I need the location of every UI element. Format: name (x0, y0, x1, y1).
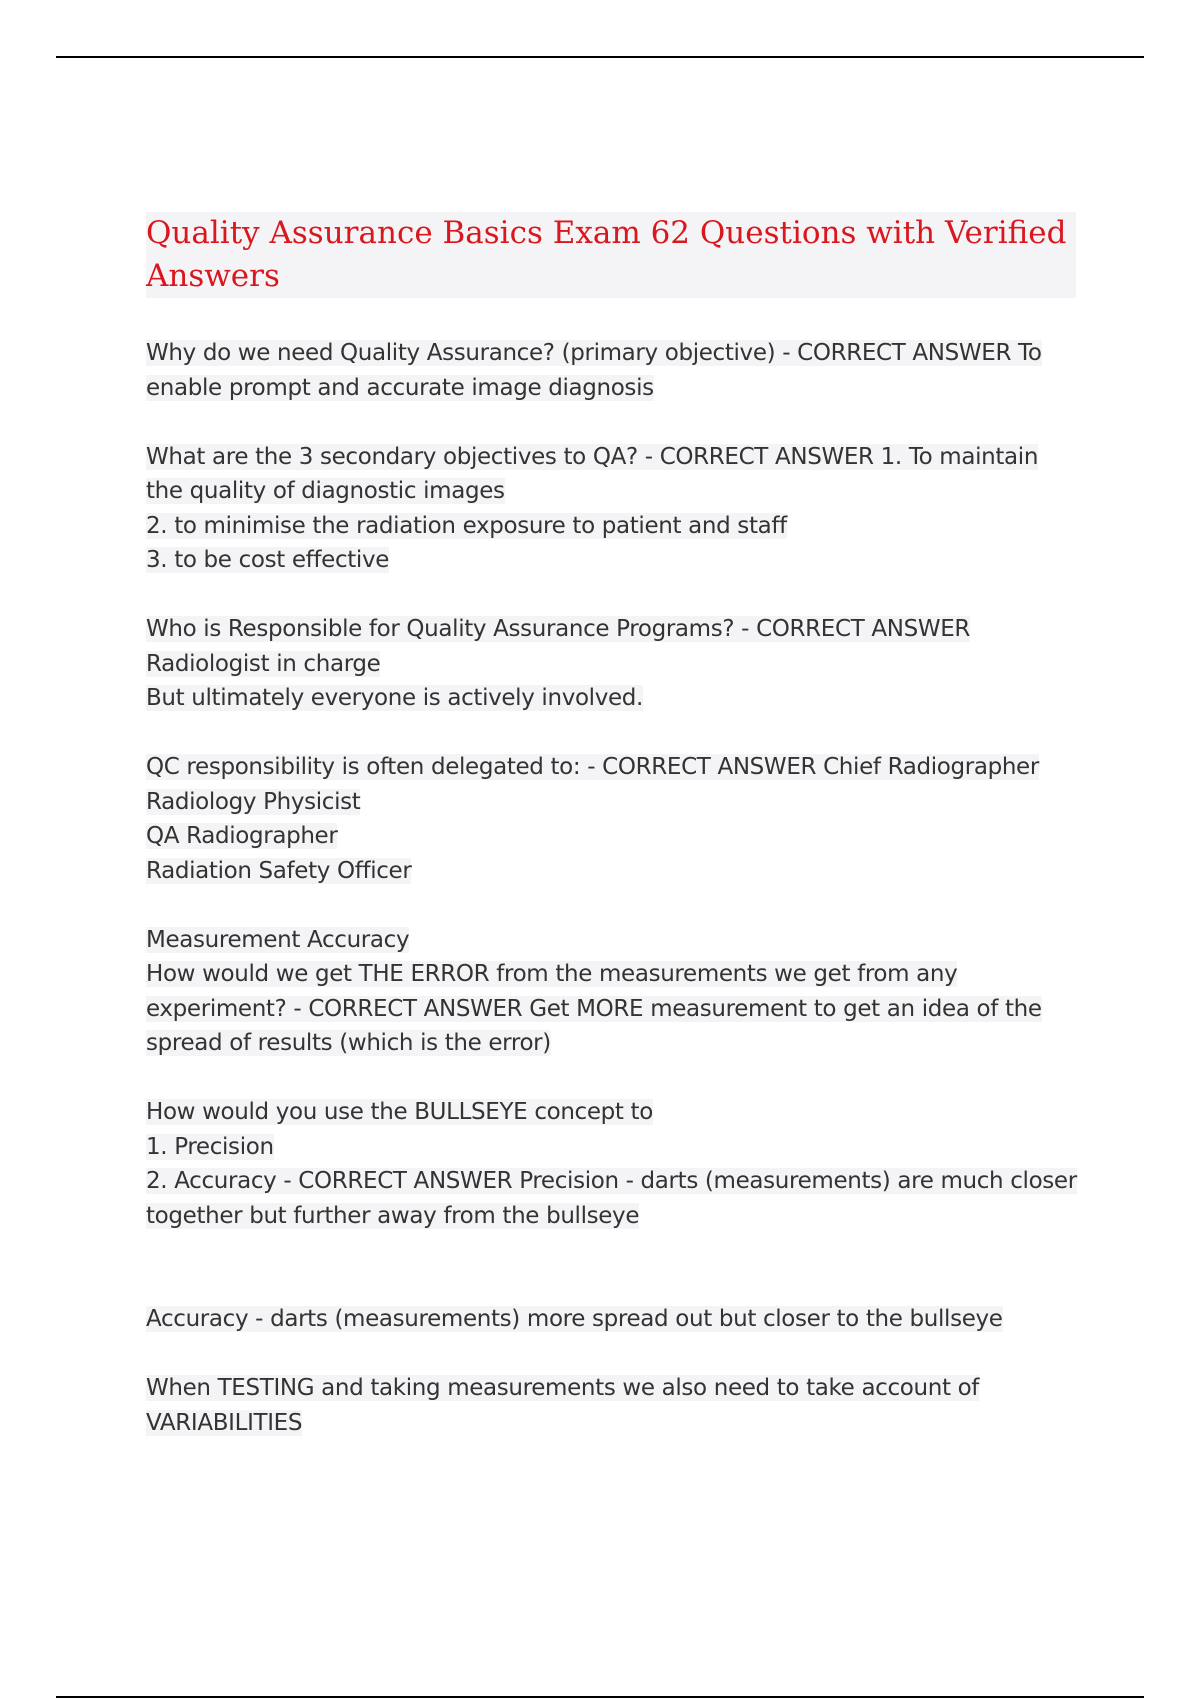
text-line: QA Radiographer (146, 823, 338, 849)
footer-rule (56, 1696, 1144, 1698)
text-line: Why do we need Quality Assurance? (primary objective) - CORRECT ANSWER To (146, 340, 1042, 366)
text-line: Radiology Physicist (146, 788, 361, 815)
title-line: Quality Assurance Basics Exam 62 Questions with Verified (146, 212, 1076, 255)
qa-entry (146, 612, 1106, 716)
text-line: the quality of diagnostic images (146, 478, 505, 504)
text-line: VARIABILITIES (146, 1409, 303, 1436)
text-line: spread of results (which is the error) (146, 1030, 551, 1056)
text-line: QC responsibility is often delegated to: - CORRECT ANSWER Chief Radiographer (146, 754, 1039, 780)
text-line: Measurement Accuracy (146, 926, 410, 953)
text-line: 1. Precision (146, 1133, 274, 1160)
qa-entry (146, 1095, 1106, 1233)
qa-entry (146, 336, 1106, 405)
text-line: enable prompt and accurate image diagnosis (146, 374, 654, 401)
text-line: experiment? - CORRECT ANSWER Get MORE measurement to get an idea of the (146, 995, 1042, 1022)
title-line: Answers (146, 255, 1076, 298)
text-line: Radiologist in charge (146, 650, 381, 677)
text-line: Who is Responsible for Quality Assurance Programs? - CORRECT ANSWER (146, 616, 971, 642)
text-line: 2. Accuracy - CORRECT ANSWER Precision - darts (measurements) are much closer (146, 1168, 1077, 1194)
text-line: How would you use the BULLSEYE concept to (146, 1099, 653, 1125)
qa-entry (146, 1302, 1106, 1337)
header-rule (56, 56, 1144, 58)
qa-content (146, 336, 1106, 1475)
document-title (146, 212, 1076, 298)
text-line: What are the 3 secondary objectives to QA? - CORRECT ANSWER 1. To maintain (146, 443, 1039, 470)
text-line: together but further away from the bullseye (146, 1202, 640, 1229)
text-line: 3. to be cost effective (146, 547, 390, 573)
qa-entry (146, 440, 1106, 578)
text-line: 2. to minimise the radiation exposure to patient and staff (146, 512, 787, 539)
text-line: But ultimately everyone is actively involved. (146, 685, 643, 711)
text-line: When TESTING and taking measurements we also need to take account of (146, 1375, 980, 1401)
text-line: Radiation Safety Officer (146, 857, 412, 884)
text-line: Accuracy - darts (measurements) more spread out but closer to the bullseye (146, 1306, 1003, 1332)
qa-entry (146, 1371, 1106, 1440)
qa-entry (146, 923, 1106, 1061)
text-line: How would we get THE ERROR from the measurements we get from any (146, 961, 958, 987)
qa-entry (146, 750, 1106, 888)
